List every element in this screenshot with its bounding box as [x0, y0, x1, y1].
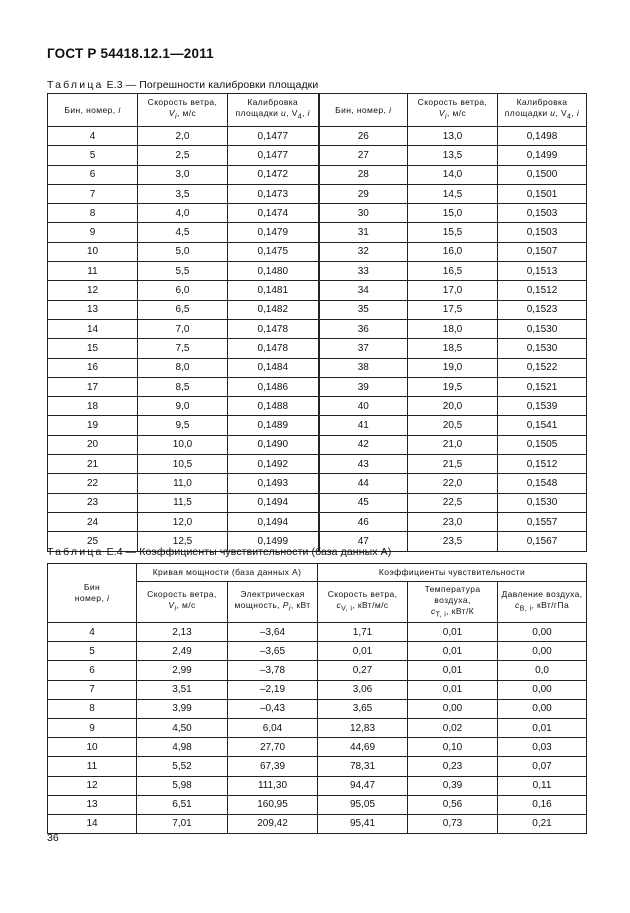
table-cell: 78,31: [318, 757, 408, 776]
table-cell: 0,1478: [228, 319, 319, 338]
table-cell: 15: [48, 339, 138, 358]
table-cell: 0,39: [408, 776, 498, 795]
table-cell: 0,1521: [498, 377, 587, 396]
table-cell: 0,10: [408, 738, 498, 757]
table-cell: 19: [48, 416, 138, 435]
table-cell: 32: [319, 242, 408, 261]
table-cell: 0,11: [498, 776, 587, 795]
table-cell: –2,19: [228, 680, 318, 699]
table-cell: 0,00: [498, 699, 587, 718]
table-cell: 29: [319, 184, 408, 203]
table-cell: 209,42: [228, 814, 318, 833]
table-cell: 7: [48, 680, 137, 699]
table-cell: 0,03: [498, 738, 587, 757]
table-cell: 5,98: [137, 776, 228, 795]
table-cell: 6,0: [138, 281, 228, 300]
table-cell: 6: [48, 661, 137, 680]
table-row: [48, 146, 587, 165]
table-cell: 39: [319, 377, 408, 396]
table-cell: 11: [48, 757, 137, 776]
table-row: [48, 242, 587, 261]
table-cell: 0,01: [408, 661, 498, 680]
table-row: [48, 262, 587, 281]
table-cell: 18: [48, 397, 138, 416]
table-row: [48, 377, 587, 396]
table-cell: 12,5: [138, 532, 228, 551]
table-cell: 5,5: [138, 262, 228, 281]
table-e4-caption: Таблица Е.4 — Коэффициенты чувствительности (база данных А): [47, 546, 392, 558]
calibration-header: Калибровка площадки u, $V_4$, i: [498, 94, 587, 127]
table-cell: 5: [48, 146, 138, 165]
table-cell: 0,16: [498, 795, 587, 814]
table-cell: 0,1492: [228, 455, 319, 474]
table-row: [48, 319, 587, 338]
table-cell: 3,51: [137, 680, 228, 699]
table-cell: 0,00: [498, 623, 587, 642]
table-cell: –3,78: [228, 661, 318, 680]
table-cell: 13: [48, 300, 138, 319]
table-cell: 5,52: [137, 757, 228, 776]
table-cell: 3,0: [138, 165, 228, 184]
table-cell: 0,02: [408, 718, 498, 737]
table-cell: 95,41: [318, 814, 408, 833]
speed-header: Скорость ветра, $V_i$, м/с: [408, 94, 498, 127]
table-cell: 95,05: [318, 795, 408, 814]
table-cell: 2,0: [138, 127, 228, 146]
table-row: [48, 493, 587, 512]
table-cell: 94,47: [318, 776, 408, 795]
table-cell: 14,5: [408, 184, 498, 203]
table-cell: 0,1513: [498, 262, 587, 281]
table-cell: –3,64: [228, 623, 318, 642]
table-cell: 16: [48, 358, 138, 377]
table-row: [48, 776, 587, 795]
table-row: [48, 184, 587, 203]
table-cell: 20,0: [408, 397, 498, 416]
table-cell: 0,01: [408, 680, 498, 699]
table-cell: 14,0: [408, 165, 498, 184]
table-cell: 45: [319, 493, 408, 512]
table-cell: 18,0: [408, 319, 498, 338]
table-cell: 36: [319, 319, 408, 338]
table-row: [48, 680, 587, 699]
table-cell: 16,5: [408, 262, 498, 281]
table-row: [48, 455, 587, 474]
table-cell: 3,06: [318, 680, 408, 699]
table-cell: 0,1472: [228, 165, 319, 184]
table-cell: 0,1567: [498, 532, 587, 551]
table-cell: 0,1475: [228, 242, 319, 261]
table-cell: 4,0: [138, 204, 228, 223]
table-row: [48, 718, 587, 737]
table-row: [48, 512, 587, 531]
table-cell: 0,1530: [498, 319, 587, 338]
table-cell: 17: [48, 377, 138, 396]
table-cell: 23,5: [408, 532, 498, 551]
table-cell: 0,1503: [498, 223, 587, 242]
table-cell: 8: [48, 699, 137, 718]
table-cell: 40: [319, 397, 408, 416]
table-cell: 26: [319, 127, 408, 146]
table-row: [48, 661, 587, 680]
table-cell: 0,1498: [498, 127, 587, 146]
table-cell: 7,01: [137, 814, 228, 833]
table-cell: 44,69: [318, 738, 408, 757]
table-cell: 7,0: [138, 319, 228, 338]
table-cell: 6,5: [138, 300, 228, 319]
table-cell: 42: [319, 435, 408, 454]
table-cell: 0,1494: [228, 512, 319, 531]
table-cell: 19,0: [408, 358, 498, 377]
table-cell: 0,27: [318, 661, 408, 680]
table-cell: 12,83: [318, 718, 408, 737]
table-cell: 10: [48, 738, 137, 757]
table-cell: 23,0: [408, 512, 498, 531]
table-cell: 21: [48, 455, 138, 474]
table-cell: 38: [319, 358, 408, 377]
table-cell: 0,1530: [498, 339, 587, 358]
table-cell: 28: [319, 165, 408, 184]
table-cell: 0,1490: [228, 435, 319, 454]
table-cell: 46: [319, 512, 408, 531]
table-cell: 35: [319, 300, 408, 319]
table-cell: 10,5: [138, 455, 228, 474]
table-cell: 43: [319, 455, 408, 474]
table-cell: 0,01: [318, 642, 408, 661]
table-cell: 13,5: [408, 146, 498, 165]
table-cell: 0,1512: [498, 455, 587, 474]
table-cell: 0,0: [498, 661, 587, 680]
speed-header: Скорость ветра, $V_i$, м/с: [137, 582, 228, 623]
table-cell: 22,0: [408, 474, 498, 493]
table-cell: –0,43: [228, 699, 318, 718]
table-cell: 22,5: [408, 493, 498, 512]
table-cell: 8: [48, 204, 138, 223]
electric-power-header: Электрическая мощность, $P_i$, кВт: [228, 582, 318, 623]
table-cell: 111,30: [228, 776, 318, 795]
table-cell: 4,98: [137, 738, 228, 757]
table-cell: 10,0: [138, 435, 228, 454]
table-row: [48, 757, 587, 776]
table-cell: 19,5: [408, 377, 498, 396]
table-cell: 0,1557: [498, 512, 587, 531]
table-cell: 18,5: [408, 339, 498, 358]
table-row: [48, 699, 587, 718]
table-cell: 0,1541: [498, 416, 587, 435]
table-cell: 10: [48, 242, 138, 261]
table-cell: 2,13: [137, 623, 228, 642]
table-cell: 0,1512: [498, 281, 587, 300]
bin-header: Бин номер, i: [48, 564, 137, 623]
table-cell: 0,00: [408, 699, 498, 718]
table-cell: 0,1548: [498, 474, 587, 493]
table-cell: 0,01: [498, 718, 587, 737]
cv-header: Скорость ветра, $c_{V, i}$, кВт/м/с: [318, 582, 408, 623]
table-cell: 0,1484: [228, 358, 319, 377]
table-cell: 34: [319, 281, 408, 300]
table-cell: 12: [48, 281, 138, 300]
sensitivity-header: Коэффициенты чувствительности: [318, 564, 587, 582]
table-cell: –3,65: [228, 642, 318, 661]
table-cell: 14: [48, 319, 138, 338]
table-cell: 0,1482: [228, 300, 319, 319]
table-cell: 0,1478: [228, 339, 319, 358]
table-cell: 0,23: [408, 757, 498, 776]
table-row: [48, 416, 587, 435]
table-cell: 4,5: [138, 223, 228, 242]
table-cell: 14: [48, 814, 137, 833]
table-cell: 11,5: [138, 493, 228, 512]
table-cell: 9,0: [138, 397, 228, 416]
page-number: 36: [47, 832, 59, 844]
bin-header: Бин, номер, i: [48, 94, 138, 127]
table-cell: 30: [319, 204, 408, 223]
table-cell: 4: [48, 127, 138, 146]
table-cell: 6: [48, 165, 138, 184]
table-cell: 0,1480: [228, 262, 319, 281]
table-row: [48, 623, 587, 642]
table-cell: 9: [48, 223, 138, 242]
table-cell: 9,5: [138, 416, 228, 435]
table-cell: 12,0: [138, 512, 228, 531]
speed-header: Скорость ветра, $V_i$, м/с: [138, 94, 228, 127]
table-cell: 0,1477: [228, 146, 319, 165]
table-cell: 27: [319, 146, 408, 165]
table-e3-header-row: [48, 94, 587, 127]
table-cell: 0,73: [408, 814, 498, 833]
table-cell: 0,1486: [228, 377, 319, 396]
table-row: [48, 795, 587, 814]
table-row: [48, 435, 587, 454]
table-cell: 0,1522: [498, 358, 587, 377]
cb-header: Давление воздуха, $c_{B, i}$, кВт/гПа: [498, 582, 587, 623]
table-cell: 7: [48, 184, 138, 203]
table-cell: 13: [48, 795, 137, 814]
table-cell: 31: [319, 223, 408, 242]
table-cell: 16,0: [408, 242, 498, 261]
table-cell: 0,21: [498, 814, 587, 833]
table-cell: 47: [319, 532, 408, 551]
table-cell: 21,5: [408, 455, 498, 474]
table-row: [48, 281, 587, 300]
table-cell: 5,0: [138, 242, 228, 261]
table-cell: 3,99: [137, 699, 228, 718]
table-cell: 20: [48, 435, 138, 454]
table-cell: 0,07: [498, 757, 587, 776]
table-cell: 0,1499: [228, 532, 319, 551]
table-cell: 0,1494: [228, 493, 319, 512]
table-cell: 33: [319, 262, 408, 281]
table-cell: 27,70: [228, 738, 318, 757]
table-row: [48, 474, 587, 493]
table-cell: 24: [48, 512, 138, 531]
table-cell: 5: [48, 642, 137, 661]
table-row: [48, 339, 587, 358]
table-cell: 0,1503: [498, 204, 587, 223]
table-row: [48, 397, 587, 416]
table-cell: 0,1488: [228, 397, 319, 416]
table-cell: 0,1530: [498, 493, 587, 512]
table-row: [48, 223, 587, 242]
table-cell: 20,5: [408, 416, 498, 435]
table-e3-caption: Таблица Е.3 — Погрешности калибровки площадки: [47, 79, 319, 91]
table-cell: 21,0: [408, 435, 498, 454]
table-cell: 0,00: [498, 642, 587, 661]
table-cell: 0,1481: [228, 281, 319, 300]
document-header: ГОСТ Р 54418.12.1—2011: [47, 46, 214, 61]
table-cell: 13,0: [408, 127, 498, 146]
table-cell: 44: [319, 474, 408, 493]
table-cell: 8,0: [138, 358, 228, 377]
table-row: [48, 204, 587, 223]
table-cell: 2,99: [137, 661, 228, 680]
table-cell: 4,50: [137, 718, 228, 737]
table-cell: 12: [48, 776, 137, 795]
table-row: [48, 642, 587, 661]
bin-header: Бин, номер, i: [319, 94, 408, 127]
table-cell: 4: [48, 623, 137, 642]
table-cell: 37: [319, 339, 408, 358]
table-cell: 6,51: [137, 795, 228, 814]
table-cell: 7,5: [138, 339, 228, 358]
table-cell: 1,71: [318, 623, 408, 642]
table-row: [48, 814, 587, 833]
table-cell: 0,1493: [228, 474, 319, 493]
table-e4: [47, 563, 587, 834]
table-cell: 0,1473: [228, 184, 319, 203]
table-row: [48, 165, 587, 184]
table-cell: 15,5: [408, 223, 498, 242]
table-cell: 0,00: [498, 680, 587, 699]
table-row: [48, 127, 587, 146]
table-cell: 0,1523: [498, 300, 587, 319]
calibration-header: Калибровка площадки u, $V_4$, i: [228, 94, 319, 127]
table-cell: 0,56: [408, 795, 498, 814]
table-cell: 17,5: [408, 300, 498, 319]
table-cell: 41: [319, 416, 408, 435]
table-cell: 23: [48, 493, 138, 512]
table-cell: 0,01: [408, 623, 498, 642]
table-cell: 67,39: [228, 757, 318, 776]
table-cell: 22: [48, 474, 138, 493]
table-cell: 3,65: [318, 699, 408, 718]
table-cell: 3,5: [138, 184, 228, 203]
table-cell: 0,1474: [228, 204, 319, 223]
table-cell: 0,1507: [498, 242, 587, 261]
table-cell: 2,5: [138, 146, 228, 165]
ct-header: Температура воздуха, $c_{T, i}$, кВт/К: [408, 582, 498, 623]
table-row: [48, 300, 587, 319]
table-cell: 6,04: [228, 718, 318, 737]
table-cell: 2,49: [137, 642, 228, 661]
table-cell: 0,1477: [228, 127, 319, 146]
table-cell: 0,01: [408, 642, 498, 661]
table-cell: 0,1501: [498, 184, 587, 203]
table-cell: 0,1539: [498, 397, 587, 416]
table-cell: 0,1505: [498, 435, 587, 454]
table-cell: 8,5: [138, 377, 228, 396]
table-cell: 0,1489: [228, 416, 319, 435]
table-cell: 0,1499: [498, 146, 587, 165]
table-cell: 25: [48, 532, 138, 551]
table-cell: 160,95: [228, 795, 318, 814]
table-cell: 17,0: [408, 281, 498, 300]
table-row: [48, 738, 587, 757]
table-cell: 0,1500: [498, 165, 587, 184]
table-cell: 9: [48, 718, 137, 737]
table-e4-header-row: [48, 564, 587, 582]
power-curve-header: Кривая мощности (база данных А): [137, 564, 318, 582]
table-cell: 11,0: [138, 474, 228, 493]
table-row: [48, 358, 587, 377]
table-cell: 0,1479: [228, 223, 319, 242]
table-cell: 15,0: [408, 204, 498, 223]
table-e3: [47, 93, 587, 552]
table-cell: 11: [48, 262, 138, 281]
